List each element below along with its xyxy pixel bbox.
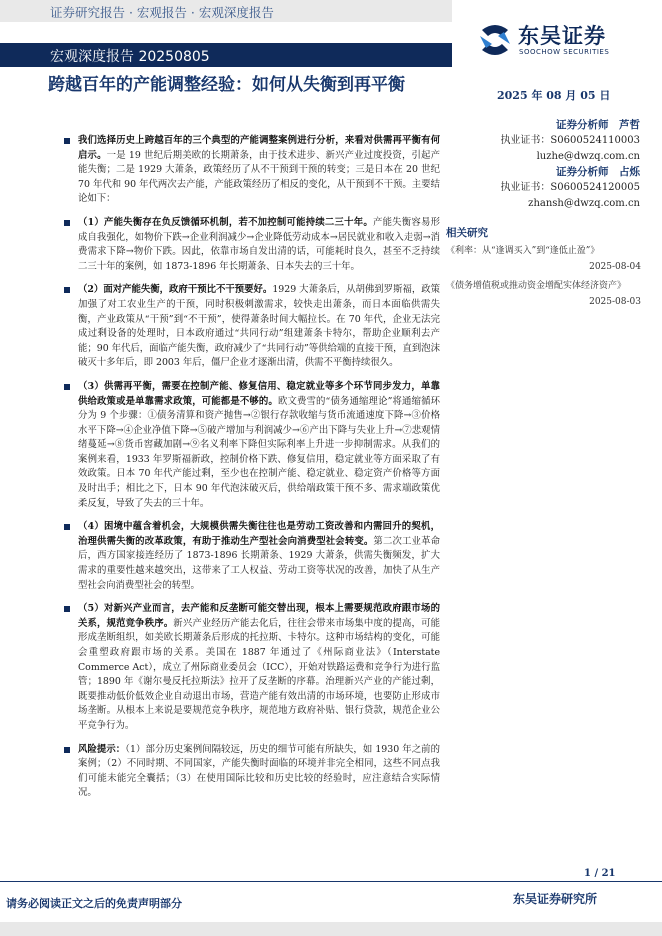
square-bullet-icon <box>64 287 70 293</box>
paragraph-text: （1）部分历史案例间隔较远，历史的细节可能有所缺失，如 1930 年之前的案例；（2）不同时期、不同国家，产能失衡时面临的环境并非完全相同，这些不同点我们可能未能完全囊括；（3）在使用国际比较和历史比较的经验时，应注意结合实际情况。 <box>78 743 440 799</box>
summary-paragraph <box>78 520 440 593</box>
summary-paragraph <box>78 216 440 274</box>
related-item-date: 2025-08-03 <box>589 297 641 307</box>
paragraph-lead: 风险提示： <box>78 743 126 755</box>
risk-paragraph <box>78 743 440 801</box>
summary-paragraph <box>78 283 440 371</box>
summary-paragraph <box>78 602 440 733</box>
analyst-cert: 执业证书：S0600524110003 <box>500 135 640 146</box>
logo-english-name: SOOCHOW SECURITIES <box>519 48 610 56</box>
institute-name: 东吴证券研究所 <box>513 892 598 906</box>
analyst-block <box>462 164 640 212</box>
analyst-role: 证券分析师 芦哲 <box>556 119 640 131</box>
disclaimer-note: 请务必阅读正文之后的免责声明部分 <box>6 897 182 910</box>
analyst-block <box>462 117 640 165</box>
report-date: 2025 年 08 月 05 日 <box>497 89 611 102</box>
square-bullet-icon <box>64 384 70 390</box>
report-title: 跨越百年的产能调整经验：如何从失衡到再平衡 <box>48 75 405 95</box>
paragraph-text: 新兴产业经历产能去化后，往往会带来市场集中度的提高，可能形成垄断组织，如美欧长期萧条后形成的托拉斯、卡特尔。这种市场结构的变化，可能会重塑政府跟市场的关系。美国在 1887 年通过了《州际商业法》（Interstate Commerce Act），成立了州际商业委员会（ICC），开始对铁路运费和竞争行为进行监管；1890 年《谢尔曼反托拉斯法》拉开了反垄断的序幕。治理新兴产业的产能过剩，既要推动低价低效企业自动退出市场，营造产能有效出清的市场环境，也要防止形成市场垄断。从根本上来说是要规范竞争秩序，规范地方政府补贴、银行贷款，规范企业公平竞争行为。 <box>78 617 440 731</box>
related-heading: 相关研究 <box>446 227 488 239</box>
report-type-band <box>0 43 452 67</box>
summary-paragraph <box>78 380 440 511</box>
square-bullet-icon <box>64 220 70 226</box>
square-bullet-icon <box>64 138 70 144</box>
paragraph-lead: （4）困境中蕴含着机会，大规模供需失衡往往也是劳动工资改善和内需回升的契机，治理供需失衡的改革政策，有助于推动生产型社会向消费型社会转变。 <box>78 521 440 547</box>
related-research <box>446 225 641 314</box>
page-number: 1 / 21 <box>584 868 616 879</box>
paragraph-lead: （1）产能失衡存在负反馈循环机制，若不加控制可能持续二三十年。 <box>78 216 373 228</box>
header-category-band <box>0 0 452 22</box>
paragraph-lead: （2）面对产能失衡，政府干预比不干预要好。 <box>78 284 273 296</box>
footer-band <box>0 922 662 936</box>
analyst-cert: 执业证书：S0600524120005 <box>500 182 640 193</box>
paragraph-lead: （3）供需再平衡，需要在控制产能、修复信用、稳定就业等多个环节同步发力，单靠供给政策或是单靠需求政策，可能都是不够的。 <box>78 380 440 407</box>
square-bullet-icon <box>64 747 70 753</box>
analyst-email[interactable]: zhansh@dwzq.com.cn <box>528 198 640 209</box>
paragraph-text: 产能失衡容易形成自我强化，如物价下跌→企业利润减少→企业降低劳动成本→居民就业和收入走弱→消费需求下降→物价下跌。因此，依靠市场自发出清的话，可能耗时良久，甚至不乏持续二三十年的案例，如 1873-1896 年长期萧条、日本失去的三十年。 <box>78 216 440 272</box>
footer-divider <box>0 881 662 882</box>
report-category: 证券研究报告 · 宏观报告 · 宏观深度报告 <box>50 5 274 20</box>
logo-mark-icon <box>478 22 512 58</box>
paragraph-lead: （5）对新兴产业而言，去产能和反垄断可能交替出现，根本上需要规范政府跟市场的关系，规范竞争秩序。 <box>78 603 440 629</box>
paragraph-lead: 我们选择历史上跨越百年的三个典型的产能调整案例进行分析，来看对供需再平衡有何启示。 <box>78 135 440 161</box>
paragraph-text: 1929 大萧条后，从胡佛到罗斯福，政策加强了对工农业生产的干预，同时积极刺激需求，较快走出萧条，而日本面临供需失衡，产业政策从“干预”到“不干预”，使得萧条时间大幅拉长。在 70 年代，企业无法完成过剩设备的处理时，日本政府通过“共同行动”组建萧条卡特尔，帮助企业顺利去产能；90 年代后，面临产能失衡，政府减少了“共同行动”等供给端的直接干预，直到泡沫破灭十多年后，即 2003 年后，僵尸企业才逐渐出清，供需不平衡持续很久。 <box>78 284 441 369</box>
summary-paragraph <box>78 134 440 207</box>
report-type: 宏观深度报告 20250805 <box>50 49 210 65</box>
analyst-role: 证券分析师 占烁 <box>556 166 640 178</box>
square-bullet-icon <box>64 524 70 530</box>
logo-name: 东吴证券 <box>518 24 606 48</box>
related-item-title[interactable]: 《债务增值税或推动资金增配实体经济资产》 <box>446 281 627 291</box>
related-item-title[interactable]: 《利率：从“逢调买入”到“逢低止盈”》 <box>446 246 600 256</box>
analyst-email[interactable]: luzhe@dwzq.com.cn <box>536 151 640 162</box>
company-logo <box>478 20 628 60</box>
paragraph-text: 第二次工业革命后，西方国家接连经历了 1873-1896 长期萧条、1929 大萧条，供需失衡频发，扩大需求的重要性越来越突出，这带来了工人权益、劳动工资等状况的改善，加快了从生产型社会向消费型社会的转型。 <box>78 535 440 591</box>
paragraph-text: 欧文费雪的“债务通缩理论”将通缩循环分为 9 个步骤：①债务清算和资产抛售→②银行存款收缩与货币流通速度下降→③价格水平下降→④企业净值下降→⑤破产增加与利润减少→⑥产出下降与失业上升→⑦悲观情绪蔓延→⑧货币窖藏加剧→⑨名义利率下降但实际利率上升进一步抑制需求。从我们的案例来看，1933 年罗斯福新政，控制价格下跌、修复信用，稳定就业等方面采取了有效政策。日本 70 年代产能过剩，至少也在控制产能、稳定就业、稳定资产价格等方面及时出手；相比之下，日本 90 年代泡沫破灭后，供给端政策干预不多、需求端政策优柔反复，导致了失去的三十年。 <box>78 395 440 509</box>
square-bullet-icon <box>64 606 70 612</box>
paragraph-text: 一是 19 世纪后期美欧的长期萧条，由于技术进步、新兴产业过度投资，引起产能失衡；二是 1929 大萧条，政策经历了从不干预到干预的转变；三是日本在 20 世纪 70 年代和 90 年代两次去产能，产能政策经历了相反的变化，从干预到不干预。主要结论如下： <box>78 149 440 205</box>
summary-body <box>78 134 440 810</box>
related-item-date: 2025-08-04 <box>589 262 641 272</box>
